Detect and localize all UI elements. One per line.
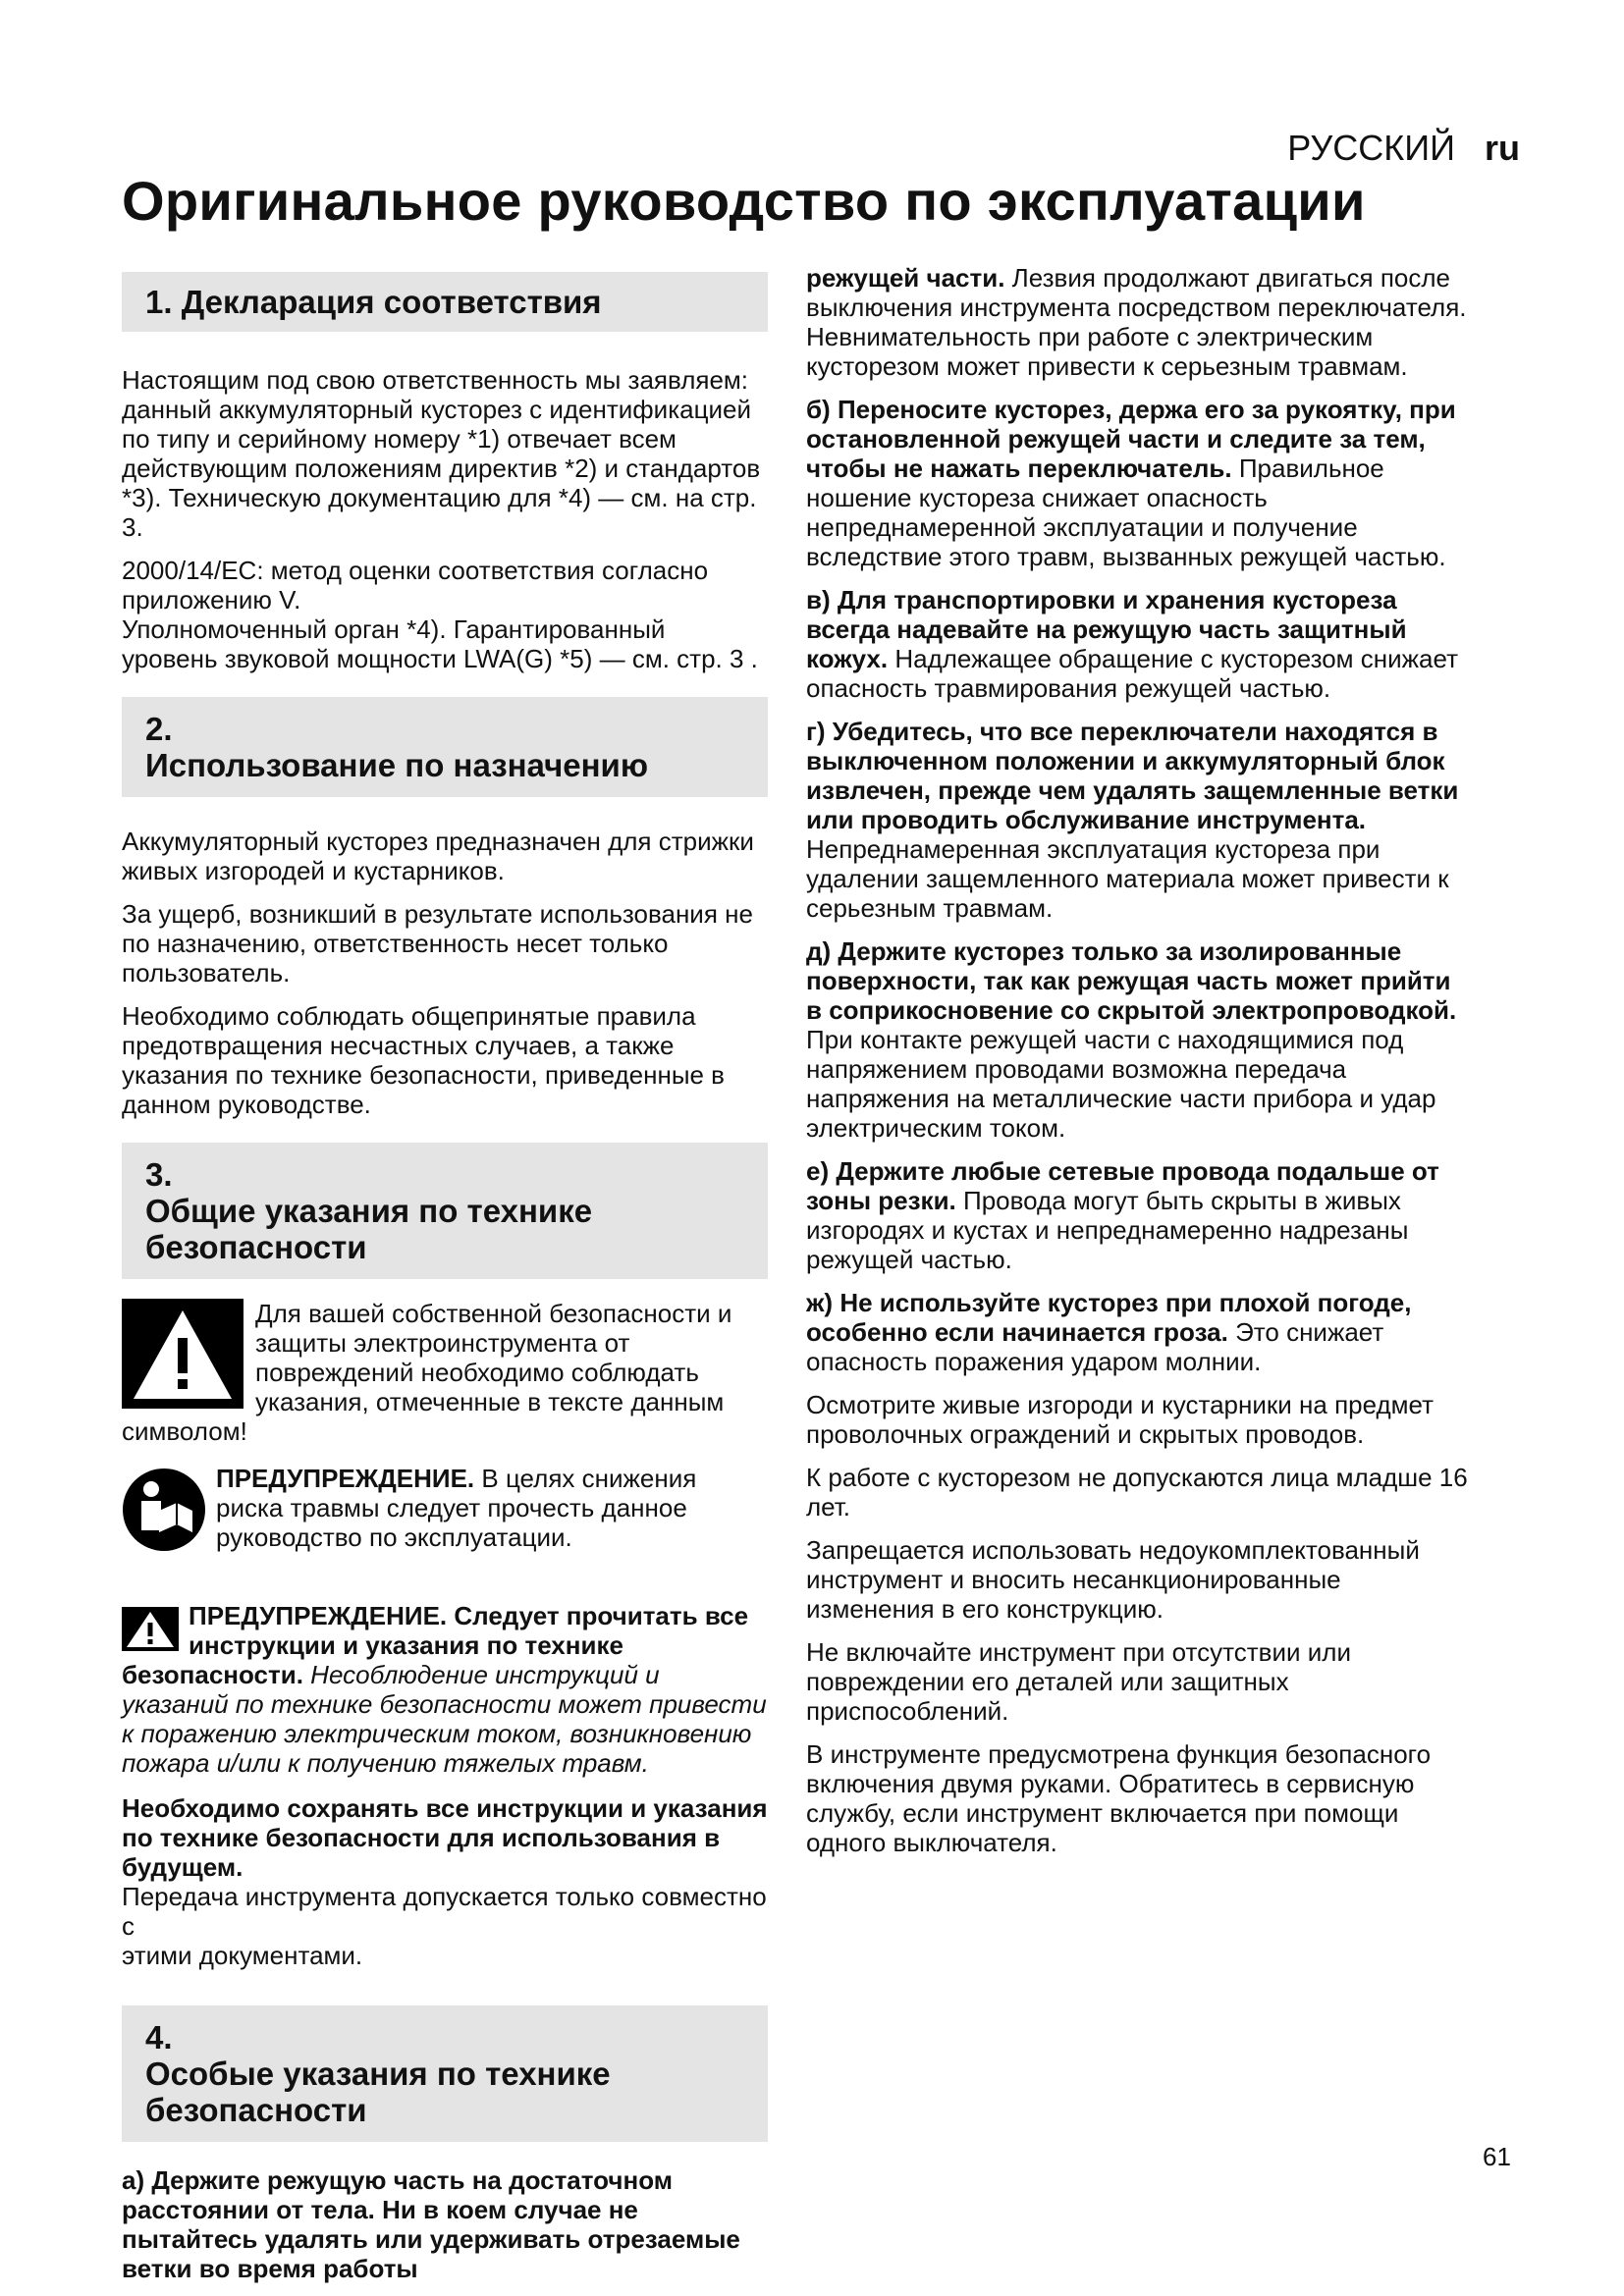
language-name: РУССКИЙ xyxy=(1287,128,1455,168)
section-2-header xyxy=(122,697,768,797)
item-c xyxy=(806,585,1470,703)
section-2-number: 2. xyxy=(145,711,173,747)
read-manual-block xyxy=(122,1464,768,1554)
keep-instructions-text: Необходимо сохранять все инструкции и указания по технике безопасности для использования в будущем. xyxy=(122,1793,768,1882)
item-g-bold: ж) Не используйте кусторез при плохой погоде, особенно если начинается гроза. xyxy=(806,1288,1412,1347)
item-f-text: Провода могут быть скрыты в живых изгородях и кустах и непреднамеренно надрезаны режущей частью. xyxy=(806,1186,1409,1274)
item-a-text: Лезвия продолжают двигаться после выключения инструмента посредством переключателя. Невнимательность при работе с электрическим кусторезом может привести к серьезным травмам. xyxy=(806,263,1467,381)
item-e xyxy=(806,936,1470,1143)
section-2-title: Использование по назначению xyxy=(145,747,648,783)
inspect-paragraph: Осмотрите живые изгороди и кустарники на предмет проволочных ограждений и скрытых проводов. xyxy=(806,1390,1435,1449)
general-warning-bold: ПРЕДУПРЕЖДЕНИЕ. Следует прочитать все инструкции и указания по технике безопасности. xyxy=(122,1601,749,1689)
section-1-paragraph-2: 2000/14/EC: метод оценки соответствия согласно приложению V. xyxy=(122,556,709,614)
item-a-bold-end: режущей части. xyxy=(806,263,1005,293)
item-c-bold: в) Для транспортировки и хранения кустореза всегда надевайте на режущую часть защитный кожух. xyxy=(806,585,1407,673)
two-hand-paragraph: В инструменте предусмотрена функция безопасного включения двумя руками. Обратитесь в сервисную службу, если инструмент включается при помощи одного выключателя. xyxy=(806,1739,1432,1857)
transfer-text-line-1: Передача инструмента допускается только совместно с xyxy=(122,1882,767,1941)
page-number: 61 xyxy=(1483,2142,1511,2171)
general-warning-block xyxy=(122,1601,768,1778)
forbidden-paragraph: Запрещается использовать недоукомплектованный инструмент и вносить несанкционированные изменения в его конструкцию. xyxy=(806,1535,1420,1624)
section-1-number: 1. xyxy=(145,284,173,320)
page-title: Оригинальное руководство по эксплуатации xyxy=(122,170,1366,232)
warning-triangle-icon xyxy=(122,1299,244,1409)
item-d xyxy=(806,717,1470,923)
item-f-bold: е) Держите любые сетевые провода подальше от зоны резки. xyxy=(806,1156,1439,1215)
section-3-number: 3. xyxy=(145,1156,173,1193)
transfer-text-line-2: этими документами. xyxy=(122,1941,363,1970)
item-d-bold: г) Убедитесь, что все переключатели находятся в выключенном положении и аккумуляторный блок извлечен, прежде чем удалять защемленные ветки или проводить обслуживание инструмента. xyxy=(806,717,1459,834)
section-2-paragraph-3: Необходимо соблюдать общепринятые правила предотвращения несчастных случаев, а также указания по технике безопасности, приведенные в данном руководстве. xyxy=(122,1001,725,1119)
item-g xyxy=(806,1288,1470,1376)
age-paragraph: К работе с кусторезом не допускаются лица младше 16 лет. xyxy=(806,1463,1468,1522)
section-1-paragraph-3: Уполномоченный орган *4). Гарантированный уровень звуковой мощности LWA(G) *5) — см. стр. 3 . xyxy=(122,614,758,673)
warning-triangle-icon xyxy=(122,1607,179,1651)
safety-symbol-block xyxy=(122,1299,768,1446)
item-c-text: Надлежащее обращение с кусторезом снижает опасность травмирования режущей частью. xyxy=(806,644,1459,703)
section-4-title: Особые указания по технике безопасности xyxy=(145,2056,611,2128)
item-g-text: Это снижает опасность поражения ударом молнии. xyxy=(806,1317,1384,1376)
section-4-number: 4. xyxy=(145,2019,173,2056)
section-1-paragraph-1: Настоящим под свою ответственность мы заявляем: данный аккумуляторный кусторез с идентификацией по типу и серийному номеру *1) отвечает всем действующим положениям директив *2) и стандартов *3). Техническую документацию для *4) — см. на стр. 3. xyxy=(122,365,761,542)
general-warning-italic: Несоблюдение инструкций и указаний по технике безопасности может привести к поражению электрическим током, возникновению пожара и/или к получению тяжелых травм. xyxy=(122,1660,767,1778)
read-manual-icon xyxy=(122,1468,206,1552)
right-column xyxy=(806,263,1470,1857)
section-3-header xyxy=(122,1143,768,1279)
item-a-bold-start: а) Держите режущую часть на достаточном расстоянии от тела. Ни в коем случае не пытайтесь удалять или удерживать отрезаемые ветки во время работы xyxy=(122,2165,740,2283)
section-1-title: Декларация соответствия xyxy=(181,284,602,320)
item-b xyxy=(806,395,1470,571)
section-4-header xyxy=(122,2005,768,2142)
left-column xyxy=(122,272,768,2283)
read-manual-warning-label: ПРЕДУПРЕЖДЕНИЕ. xyxy=(216,1464,475,1493)
damaged-paragraph: Не включайте инструмент при отсутствии или повреждении его деталей или защитных приспособлений. xyxy=(806,1637,1351,1726)
section-1-header xyxy=(122,272,768,332)
section-2-paragraph-2: За ущерб, возникший в результате использования не по назначению, ответственность несет только пользователь. xyxy=(122,899,753,988)
section-3-title: Общие указания по технике безопасности xyxy=(145,1193,593,1265)
section-2-paragraph-1: Аккумуляторный кусторез предназначен для стрижки живых изгородей и кустарников. xyxy=(122,827,754,885)
item-e-bold: д) Держите кусторез только за изолированные поверхности, так как режущая часть может прийти в соприкосновение со скрытой электропроводкой. xyxy=(806,936,1457,1025)
read-manual-text: В целях снижения риска травмы следует прочесть данное руководство по эксплуатации. xyxy=(216,1464,697,1552)
item-b-text: Правильное ношение кустореза снижает опасность непреднамеренной эксплуатации и получение вследствие этого травм, вызванных режущей частью. xyxy=(806,454,1446,571)
item-d-text: Непреднамеренная эксплуатация кустореза при удалении защемленного материала может привести к серьезным травмам. xyxy=(806,834,1449,923)
language-label xyxy=(1287,128,1520,169)
item-e-text: При контакте режущей части с находящимися под напряжением проводами возможна передача напряжения на металлические части прибора и удар электрическим током. xyxy=(806,1025,1436,1143)
item-b-bold: б) Переносите кусторез, держа его за рукоятку, при остановленной режущей части и следите за тем, чтобы не нажать переключатель. xyxy=(806,395,1456,483)
item-f xyxy=(806,1156,1470,1274)
safety-symbol-text: Для вашей собственной безопасности и защиты электроинструмента от повреждений необходимо соблюдать указания, отмеченные в тексте данным символом! xyxy=(122,1299,732,1446)
language-code: ru xyxy=(1485,128,1520,168)
